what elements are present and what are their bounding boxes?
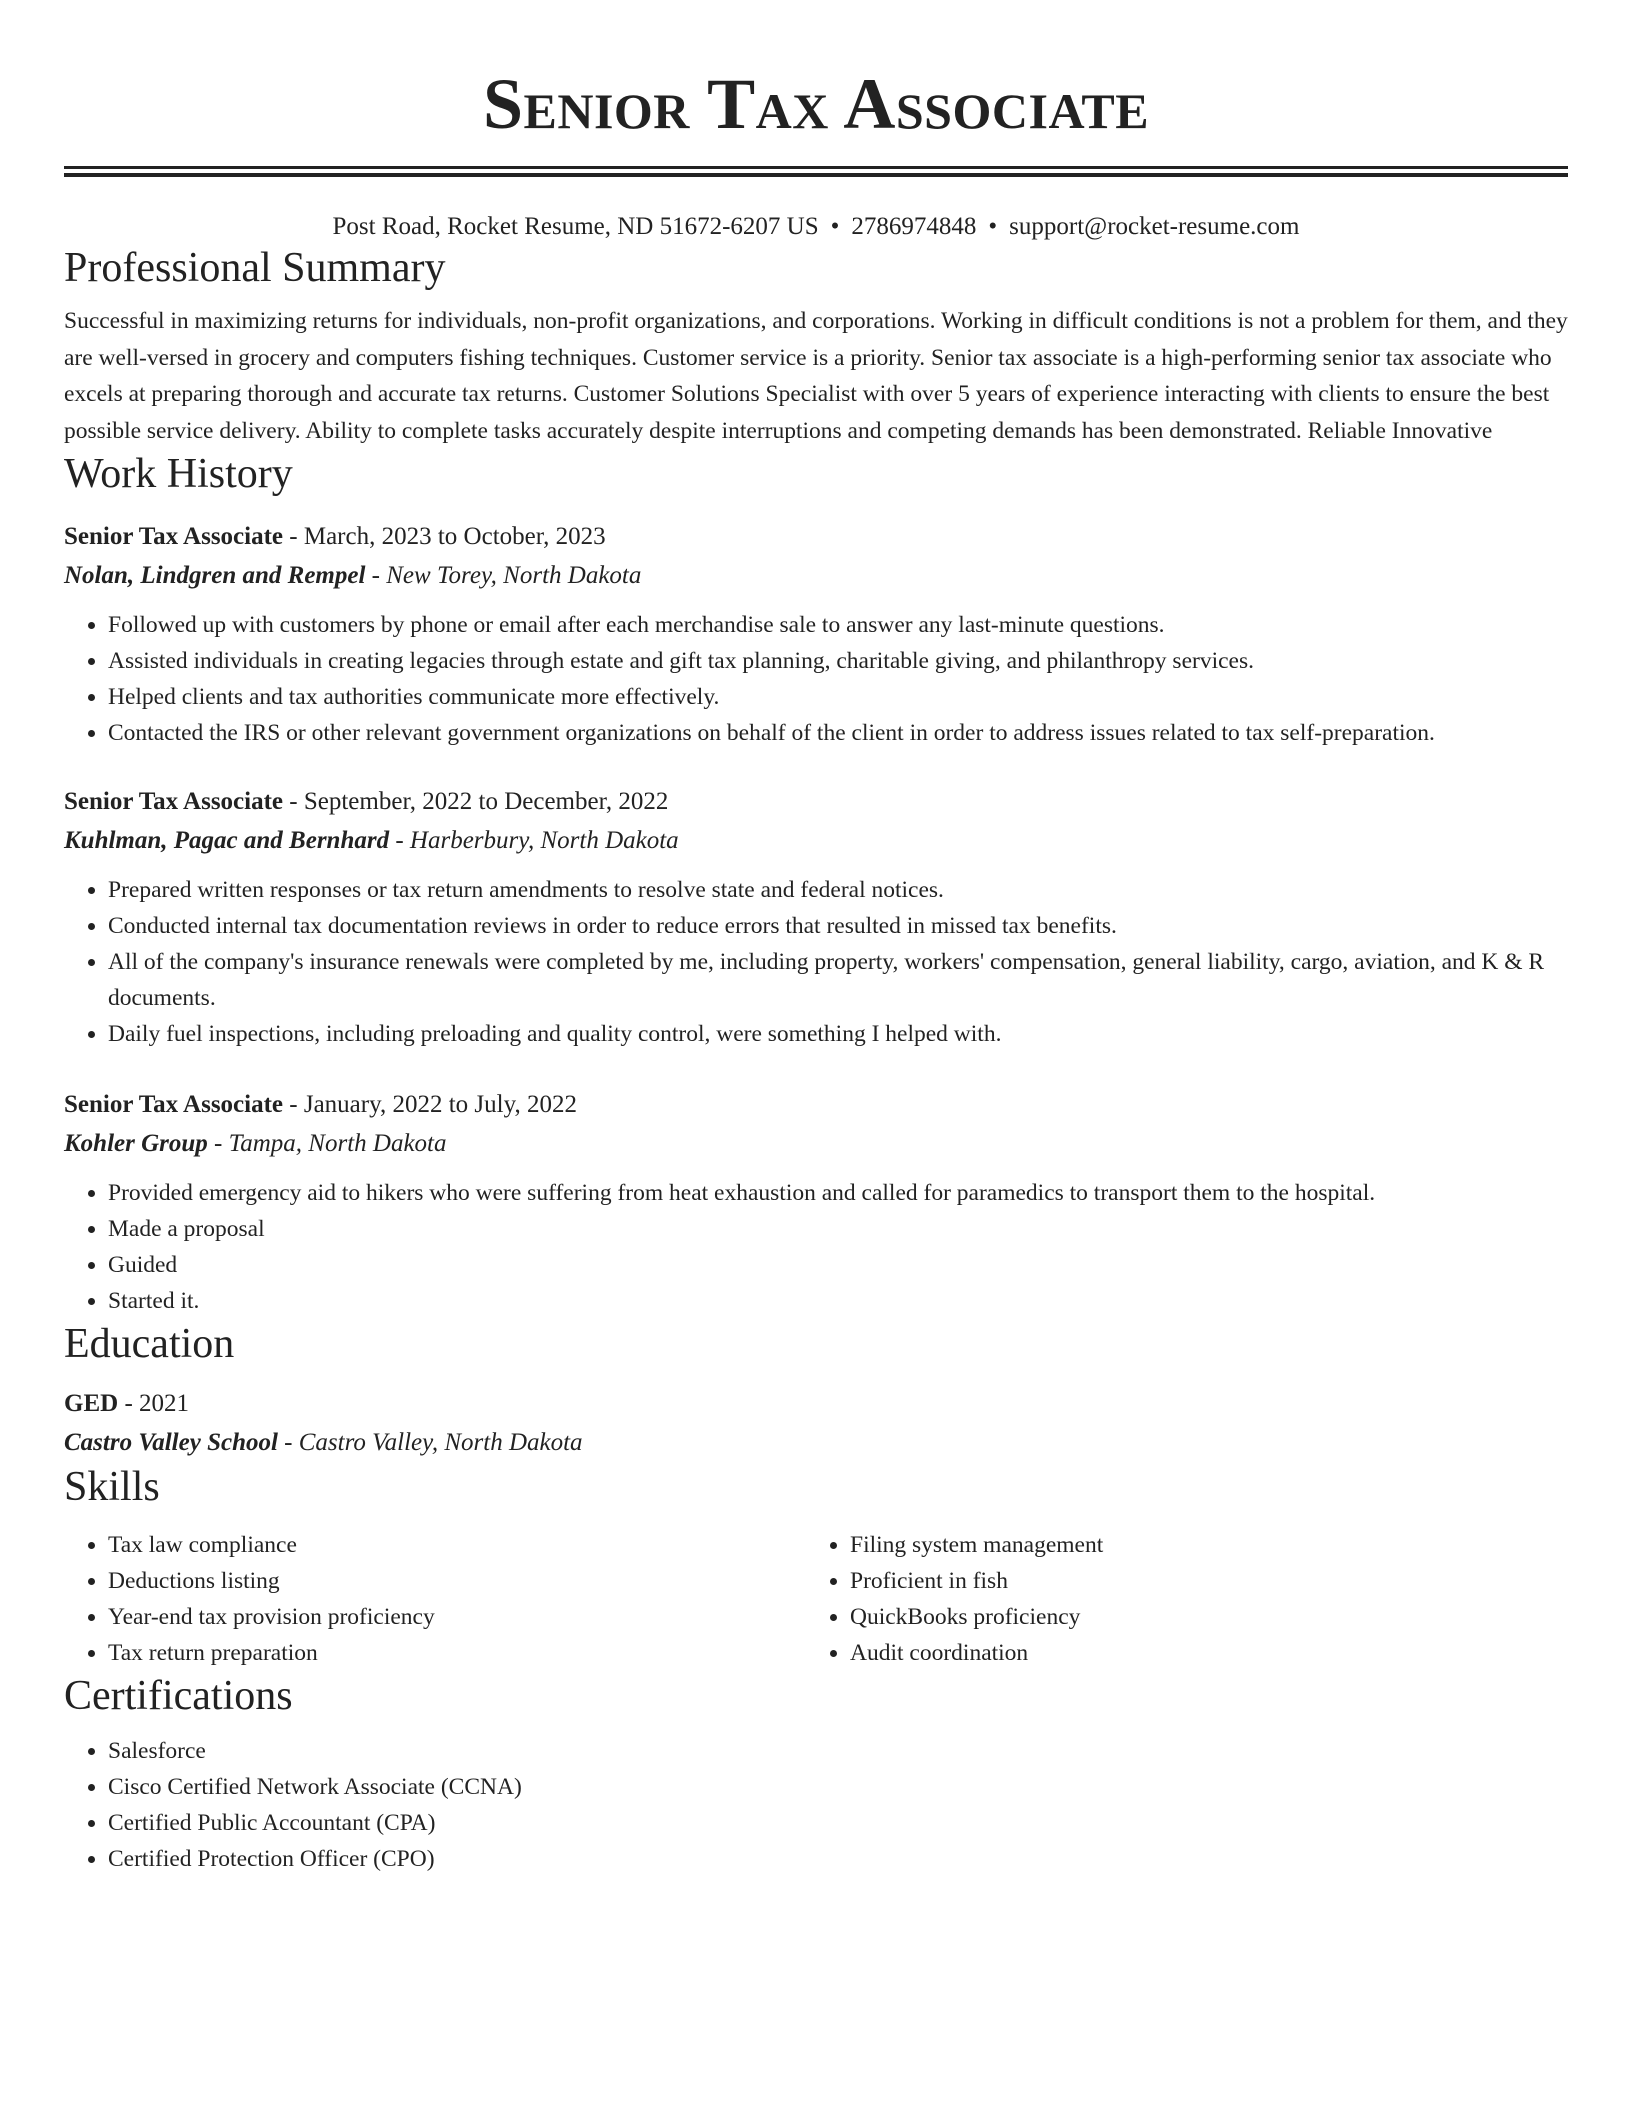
job-dates: September, 2022 to December, 2022 bbox=[303, 788, 669, 815]
job-bullets bbox=[64, 607, 1568, 751]
list-item: • Daily fuel inspections, including preloading and quality control, were something I helped with. bbox=[108, 1016, 1568, 1052]
school-name: Castro Valley School bbox=[64, 1429, 278, 1456]
dash-separator: - bbox=[283, 1091, 304, 1118]
job-entry bbox=[64, 782, 1568, 1052]
job-title-line bbox=[64, 1085, 1568, 1124]
list-item: • Prepared written responses or tax return amendments to resolve state and federal notices. bbox=[108, 872, 1568, 908]
list-item: • Deductions listing bbox=[108, 1563, 806, 1599]
list-item: • Helped clients and tax authorities communicate more effectively. bbox=[108, 679, 1568, 715]
contact-separator: • bbox=[830, 213, 840, 240]
contact-phone: 2786974848 bbox=[851, 213, 977, 240]
contact-email: support@rocket-resume.com bbox=[1009, 213, 1300, 240]
title-divider bbox=[64, 166, 1568, 177]
certifications-heading: Certifications bbox=[64, 1673, 293, 1719]
education-entry bbox=[64, 1384, 1568, 1462]
summary-heading: Professional Summary bbox=[64, 245, 446, 291]
skills-column-left bbox=[64, 1527, 806, 1671]
skills-column-right bbox=[806, 1527, 1548, 1671]
list-item: • Certified Public Accountant (CPA) bbox=[108, 1805, 1568, 1841]
list-item: • Tax law compliance bbox=[108, 1527, 806, 1563]
summary-text: Successful in maximizing returns for individuals, non-profit organizations, and corporations. Working in difficult conditions is not a problem for them, and they are well-versed in grocery and computers fishing techniques. Customer service is a priority. Senior tax associate is a high-performing senior tax associate who excels at preparing thorough and accurate tax returns. Customer Solutions Specialist with over 5 years of experience interacting with clients to ensure the best possible service delivery. Ability to complete tasks accurately despite interruptions and competing demands has been demonstrated. Reliable Innovative bbox=[64, 308, 1568, 444]
job-bullets bbox=[64, 1175, 1568, 1319]
graduation-year: 2021 bbox=[139, 1390, 190, 1417]
list-item: • Made a proposal bbox=[108, 1211, 1568, 1247]
resume-title: Senior Tax Associate bbox=[482, 64, 1150, 144]
list-item: • Guided bbox=[108, 1247, 1568, 1283]
list-item: • Started it. bbox=[108, 1283, 1568, 1319]
job-company: Kuhlman, Pagac and Bernhard bbox=[64, 827, 390, 854]
list-item: • Contacted the IRS or other relevant government organizations on behalf of the client in order to address issues related to tax self-preparation. bbox=[108, 715, 1568, 751]
employer-line bbox=[64, 1124, 1568, 1163]
list-item: • Filing system management bbox=[850, 1527, 1548, 1563]
school-location: Castro Valley, North Dakota bbox=[298, 1429, 583, 1456]
list-item: • Followed up with customers by phone or email after each merchandise sale to answer any last-minute questions. bbox=[108, 607, 1568, 643]
school-line bbox=[64, 1423, 1568, 1462]
degree: GED bbox=[64, 1390, 119, 1417]
job-dates: March, 2023 to October, 2023 bbox=[303, 523, 606, 550]
work-history-heading: Work History bbox=[64, 451, 293, 497]
skills-heading: Skills bbox=[64, 1464, 160, 1510]
job-company: Nolan, Lindgren and Rempel bbox=[64, 562, 366, 589]
employer-line bbox=[64, 821, 1568, 860]
list-item: • QuickBooks proficiency bbox=[850, 1599, 1548, 1635]
job-location: Tampa, North Dakota bbox=[228, 1130, 447, 1157]
list-item: • Assisted individuals in creating legacies through estate and gift tax planning, charitable giving, and philanthropy services. bbox=[108, 643, 1568, 679]
job-title-line bbox=[64, 517, 1568, 556]
skills-grid bbox=[64, 1527, 1568, 1671]
list-item: • Salesforce bbox=[108, 1733, 1568, 1769]
job-title-line bbox=[64, 782, 1568, 821]
dash-separator: - bbox=[283, 788, 304, 815]
job-role: Senior Tax Associate bbox=[64, 788, 284, 815]
education-heading: Education bbox=[64, 1321, 235, 1367]
list-item: • Certified Protection Officer (CPO) bbox=[108, 1841, 1568, 1877]
job-location: New Torey, North Dakota bbox=[386, 562, 642, 589]
job-bullets bbox=[64, 872, 1568, 1052]
list-item: • Cisco Certified Network Associate (CCNA) bbox=[108, 1769, 1568, 1805]
contact-address: Post Road, Rocket Resume, ND 51672-6207 US bbox=[332, 213, 819, 240]
dash-separator: - bbox=[277, 1429, 299, 1456]
certifications-list bbox=[64, 1733, 1568, 1877]
dash-separator: - bbox=[207, 1130, 229, 1157]
dash-separator: - bbox=[118, 1390, 140, 1417]
list-item: • Year-end tax provision proficiency bbox=[108, 1599, 806, 1635]
contact-separator: • bbox=[988, 213, 998, 240]
dash-separator: - bbox=[365, 562, 387, 589]
job-dates: January, 2022 to July, 2022 bbox=[303, 1091, 577, 1118]
list-item: • Conducted internal tax documentation reviews in order to reduce errors that resulted in missed tax benefits. bbox=[108, 908, 1568, 944]
list-item: • Tax return preparation bbox=[108, 1635, 806, 1671]
dash-separator: - bbox=[389, 827, 410, 854]
employer-line bbox=[64, 556, 1568, 595]
dash-separator: - bbox=[283, 523, 304, 550]
list-item: • Provided emergency aid to hikers who were suffering from heat exhaustion and called for paramedics to transport them to the hospital. bbox=[108, 1175, 1568, 1211]
job-entry bbox=[64, 517, 1568, 751]
list-item: • Proficient in fish bbox=[850, 1563, 1548, 1599]
list-item: • All of the company's insurance renewals were completed by me, including property, workers' compensation, general liability, cargo, aviation, and K & R documents. bbox=[108, 944, 1568, 1016]
job-entry bbox=[64, 1085, 1568, 1319]
contact-line bbox=[64, 211, 1568, 243]
job-role: Senior Tax Associate bbox=[64, 1091, 284, 1118]
degree-line bbox=[64, 1384, 1568, 1423]
job-company: Kohler Group bbox=[64, 1130, 208, 1157]
job-role: Senior Tax Associate bbox=[64, 523, 284, 550]
job-location: Harberbury, North Dakota bbox=[409, 827, 679, 854]
list-item: • Audit coordination bbox=[850, 1635, 1548, 1671]
